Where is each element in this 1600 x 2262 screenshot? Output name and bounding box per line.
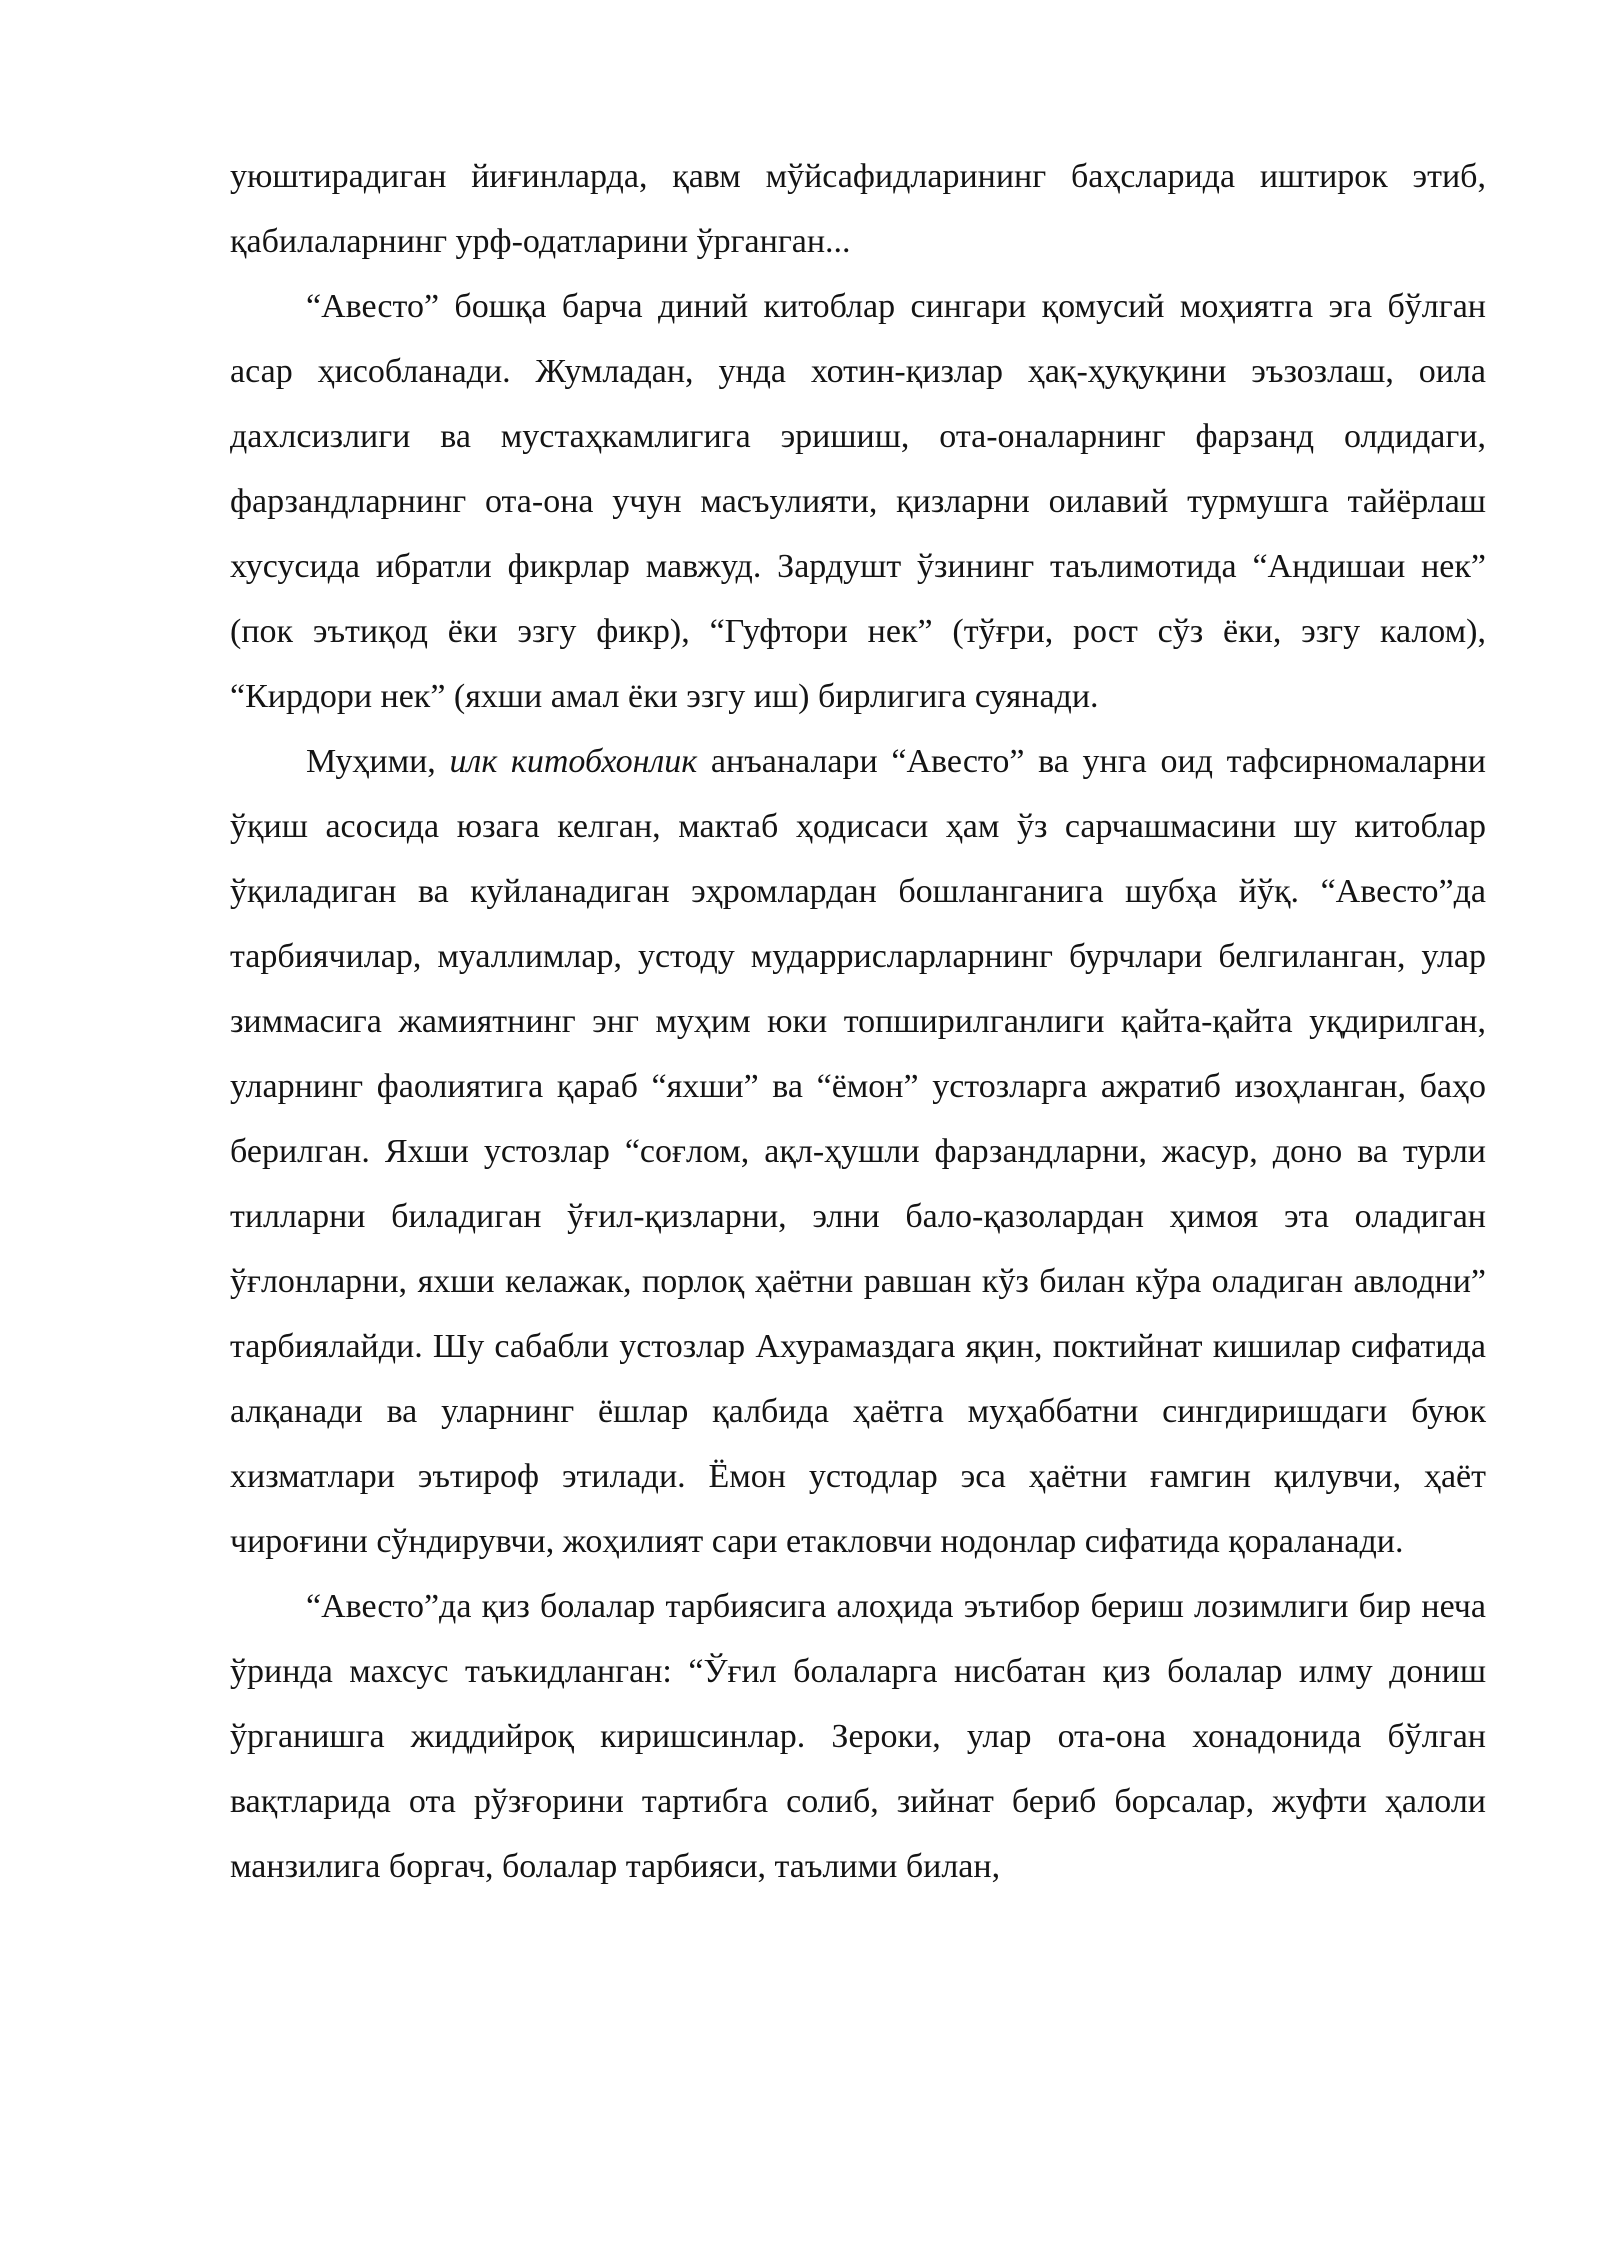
- paragraph-text: “Авесто”да қиз болалар тарбиясига алоҳида эътибор бериш лозимлиги бир неча ўринда махсус таъкидланган: “Ўғил болаларга нисбатан қиз болалар илму дониш ўрганишга жиддийроқ киришсинлар. Зероки, улар ота-она хонадонида бўлган вақтларида ота рўзғорини тартибга солиб, зийнат бериб борсалар, жуфти ҳалоли манзилига боргач, болалар тарбияси, таълими билан,: [230, 1588, 1486, 1885]
- paragraph: [230, 729, 1486, 1574]
- italic-term: илк китобхонлик: [449, 743, 698, 780]
- paragraph-text: анъаналари “Авесто” ва унга оид тафсирномаларни ўқиш асосида юзага келган, мактаб ҳодисаси ҳам ўз сарчашмасини шу китоблар ўқиладиган ва куйланадиган эҳромлардан бошланганига шубҳа йўқ. “Авесто”да тарбиячилар, муаллимлар, устоду мударрисларларнинг бурчлари белгиланган, улар зиммасига жамиятнинг энг муҳим юки топширилганлиги қайта-қайта уқдирилган, уларнинг фаолиятига қараб “яхши” ва “ёмон” устозларга ажратиб изоҳланган, баҳо берилган. Яхши устозлар “соғлом, ақл-ҳушли фарзандларни, жасур, доно ва турли тилларни биладиган ўғил-қизларни, элни бало-қазолардан ҳимоя эта оладиган ўғлонларни, яхши келажак, порлоқ ҳаётни равшан кўз билан кўра оладиган авлодни” тарбиялайди. Шу сабабли устозлар Ахурамаздага яқин, поктийнат кишилар сифатида алқанади ва уларнинг ёшлар қалбида ҳаётга муҳаббатни сингдиришдаги буюк хизматлари эътироф этилади. Ёмон устодлар эса ҳаётни ғамгин қилувчи, ҳаёт чироғини сўндирувчи, жоҳилият сари етакловчи нодонлар сифатида қораланади.: [230, 743, 1486, 1560]
- paragraph-text: Муҳими,: [306, 743, 450, 780]
- paragraph-text: “Авесто” бошқа барча диний китоблар сингари қомусий моҳиятга эга бўлган асар ҳисобланади. Жумладан, унда хотин-қизлар ҳақ-ҳуқуқини эъзозлаш, оила дахлсизлиги ва мустаҳкамлигига эришиш, ота-оналарнинг фарзанд олдидаги, фарзандларнинг ота-она учун масъулияти, қизларни оилавий турмушга тайёрлаш хусусида ибратли фикрлар мавжуд. Зардушт ўзининг таълимотида “Андишаи нек” (пок эътиқод ёки эзгу фикр), “Гуфтори нек” (тўғри, рост сўз ёки, эзгу калом), “Кирдори нек” (яхши амал ёки эзгу иш) бирлигига суянади.: [230, 288, 1486, 715]
- document-page: [230, 144, 1486, 1899]
- paragraph: [230, 144, 1486, 274]
- paragraph: [230, 1574, 1486, 1899]
- paragraph: [230, 274, 1486, 729]
- paragraph-text: уюштирадиган йиғинларда, қавм мўйсафидларининг баҳсларида иштирок этиб, қабилаларнинг урф-одатларини ўрганган...: [230, 158, 1486, 260]
